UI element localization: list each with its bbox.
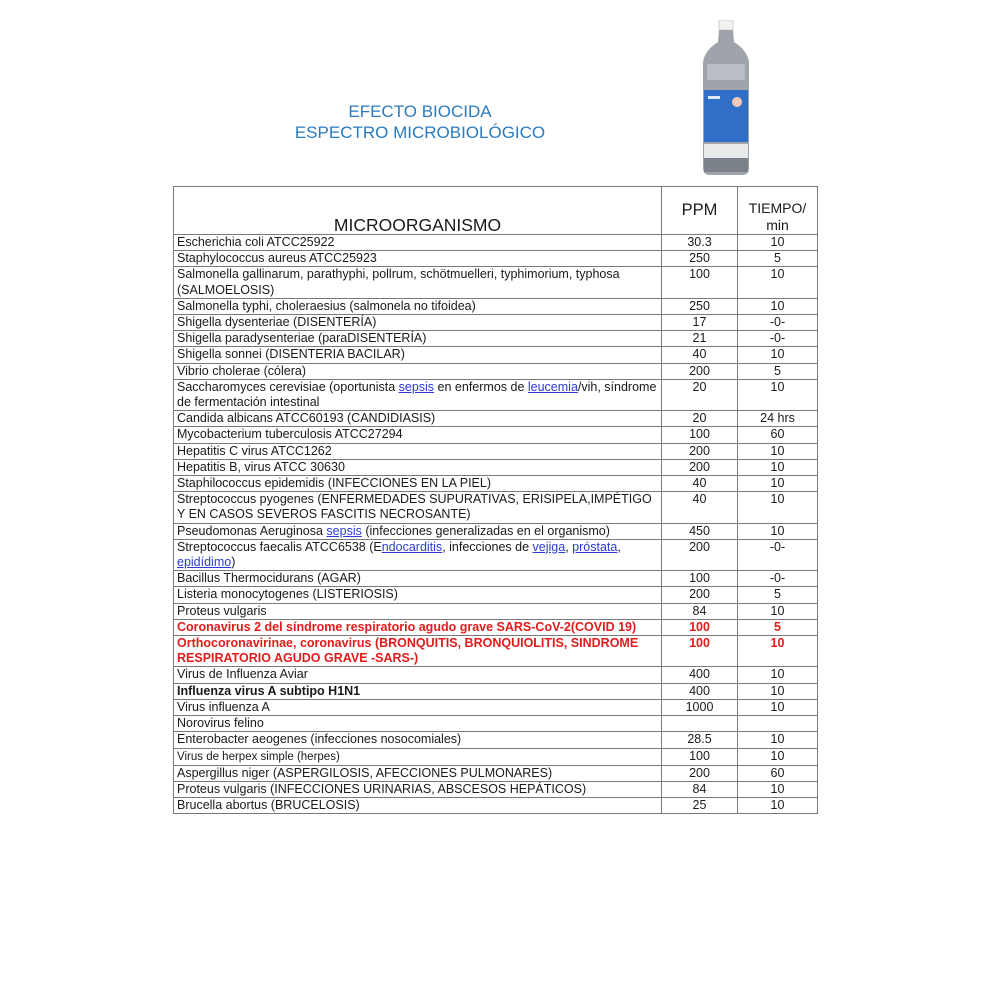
cell-microorganism	[174, 235, 662, 251]
cell-ppm: 25	[662, 798, 738, 814]
cell-microorganism	[174, 748, 662, 765]
cell-text: Proteus vulgaris	[177, 603, 267, 618]
table-row	[174, 667, 818, 683]
cell-time: 10	[738, 798, 818, 814]
cell-text: Influenza virus A subtipo H1N1	[177, 683, 361, 698]
cell-ppm: 250	[662, 251, 738, 267]
cell-ppm: 200	[662, 539, 738, 570]
table-header-row	[174, 187, 818, 235]
table-row	[174, 539, 818, 570]
table-row	[174, 716, 818, 732]
cell-ppm	[662, 716, 738, 732]
cell-ppm: 100	[662, 571, 738, 587]
cell-ppm: 21	[662, 331, 738, 347]
cell-ppm: 200	[662, 443, 738, 459]
cell-microorganism	[174, 571, 662, 587]
cell-text: Escherichia coli ATCC25922	[177, 235, 335, 249]
table-row	[174, 683, 818, 699]
header-time-line1: TIEMPO/	[748, 200, 807, 216]
cell-text: Mycobacterium tuberculosis ATCC27294	[177, 427, 403, 442]
cell-microorganism	[174, 699, 662, 715]
table-body	[174, 235, 818, 814]
cell-text: Aspergillus niger (ASPERGILOSIS, AFECCIONES PULMONARES)	[177, 765, 553, 780]
cell-text: Streptococcus pyogenes (ENFERMEDADES SUPURATIVAS, ERISIPELA,IMPÉTIGO Y EN CASOS SEVEROS FASCITIS NECROSANTE)	[177, 492, 652, 522]
cell-ppm: 200	[662, 765, 738, 781]
cell-microorganism	[174, 683, 662, 699]
cell-microorganism	[174, 539, 662, 570]
reference-link[interactable]: ndocarditis	[381, 539, 443, 554]
cell-text: Candida albicans ATCC60193 (CANDIDIASIS)	[177, 411, 436, 426]
cell-text: )	[231, 555, 236, 570]
cell-text: Coronavirus 2 del síndrome respiratorio agudo grave SARS-CoV-2(COVID 19)	[177, 619, 637, 634]
cell-time: -0-	[738, 571, 818, 587]
reference-link[interactable]: próstata	[572, 539, 618, 554]
table-row	[174, 267, 818, 298]
cell-ppm: 200	[662, 363, 738, 379]
cell-text: ,	[617, 539, 621, 554]
cell-time: 10	[738, 492, 818, 523]
table-row	[174, 699, 818, 715]
cell-time: 24 hrs	[738, 411, 818, 427]
biocide-spectrum-table	[173, 186, 818, 814]
reference-link[interactable]: vejiga	[532, 539, 566, 554]
reference-link[interactable]: epidídimo	[177, 555, 232, 570]
cell-time: 5	[738, 251, 818, 267]
cell-ppm: 100	[662, 267, 738, 298]
table-row	[174, 798, 818, 814]
cell-microorganism	[174, 781, 662, 797]
table-row	[174, 636, 818, 667]
cell-microorganism	[174, 347, 662, 363]
cell-microorganism	[174, 315, 662, 331]
table-row	[174, 298, 818, 314]
cell-ppm: 20	[662, 411, 738, 427]
cell-text: Salmonella gallinarum, parathyphi, pollrum, schötmuelleri, typhimorium, typhosa (SALMOELOSIS)	[177, 267, 620, 297]
header-time	[738, 187, 818, 235]
cell-microorganism	[174, 619, 662, 635]
document-title-line2: ESPECTRO MICROBIOLÓGICO	[294, 123, 546, 142]
table-row	[174, 748, 818, 765]
cell-time: 10	[738, 748, 818, 765]
cell-ppm: 450	[662, 523, 738, 539]
cell-text: Bacillus Thermociduran‌s (AGAR)	[177, 571, 361, 586]
cell-time: 10	[738, 459, 818, 475]
table-row	[174, 443, 818, 459]
cell-text: Listeria monocytogenes (LISTERIOSIS)	[177, 587, 398, 602]
cell-ppm: 84	[662, 781, 738, 797]
reference-link[interactable]: sepsis	[398, 379, 435, 394]
table-row	[174, 603, 818, 619]
cell-text: Shigella paradysenteriae (paraDISENTERÍA)	[177, 331, 427, 346]
cell-text: /vih, síndrome de fermentación intestinal	[177, 379, 657, 410]
cell-text: , infecciones de	[442, 539, 533, 554]
cell-time: 5	[738, 363, 818, 379]
cell-microorganism	[174, 427, 662, 443]
cell-microorganism	[174, 716, 662, 732]
cell-ppm: 20	[662, 379, 738, 410]
cell-ppm: 1000	[662, 699, 738, 715]
cell-microorganism	[174, 523, 662, 539]
cell-time: 10	[738, 443, 818, 459]
cell-microorganism	[174, 459, 662, 475]
cell-microorganism	[174, 363, 662, 379]
cell-text: Hepatitis B, virus ATCC 30630	[177, 459, 345, 474]
cell-text: Shigella dysenteriae (DISENTERÍA)	[177, 315, 377, 330]
table-row	[174, 347, 818, 363]
cell-text: Virus de Influenza Aviar	[177, 667, 308, 682]
product-bottle-image	[697, 20, 755, 176]
table-row	[174, 571, 818, 587]
cell-microorganism	[174, 636, 662, 667]
cell-ppm: 400	[662, 683, 738, 699]
cell-time: 10	[738, 267, 818, 298]
table-row	[174, 331, 818, 347]
table-row	[174, 765, 818, 781]
cell-time: -0-	[738, 539, 818, 570]
cell-time: 10	[738, 732, 818, 748]
table-row	[174, 523, 818, 539]
cell-text: Proteus vulgaris (INFECCIONES URINARIAS, ABSCESOS HEPÁTICOS)	[177, 781, 587, 796]
cell-ppm: 100	[662, 748, 738, 765]
cell-time: 10	[738, 667, 818, 683]
cell-time: 10	[738, 347, 818, 363]
cell-text: Salmonella typhi, choleraesius (salmonela no tifoidea)	[177, 298, 476, 313]
cell-microorganism	[174, 765, 662, 781]
table-row	[174, 587, 818, 603]
cell-text: Hepatitis C virus ATCC1262	[177, 443, 332, 458]
cell-time: 10	[738, 476, 818, 492]
cell-time: -0-	[738, 315, 818, 331]
table-row	[174, 476, 818, 492]
cell-text: Saccharomyces cerevisiae (oportunista	[177, 379, 399, 394]
cell-text: Staphylococcus aureus ATCC25923	[177, 251, 377, 266]
cell-microorganism	[174, 298, 662, 314]
cell-microorganism	[174, 411, 662, 427]
table-row	[174, 251, 818, 267]
cell-microorganism	[174, 492, 662, 523]
table-row	[174, 411, 818, 427]
cell-time: 5	[738, 619, 818, 635]
cell-ppm: 100	[662, 636, 738, 667]
cell-time: -0-	[738, 331, 818, 347]
cell-text: Norovirus felino	[177, 716, 264, 731]
cell-microorganism	[174, 732, 662, 748]
cell-ppm: 100	[662, 619, 738, 635]
table-row	[174, 379, 818, 410]
cell-text: Brucella abortus (BRUCELOSIS)	[177, 798, 360, 813]
document-title-line1: EFECTO BIOCIDA	[348, 102, 492, 121]
cell-microorganism	[174, 251, 662, 267]
table-row	[174, 459, 818, 475]
cell-text: Staphilococcus epidemidis (INFECCIONES EN LA PIEL)	[177, 476, 492, 491]
cell-microorganism	[174, 667, 662, 683]
cell-ppm: 40	[662, 347, 738, 363]
cell-text: Pseudomonas Aeruginosa	[177, 523, 327, 538]
cell-ppm: 200	[662, 459, 738, 475]
cell-time: 10	[738, 781, 818, 797]
cell-text: Virus de herpex simple (herpes)	[177, 750, 340, 763]
cell-ppm: 40	[662, 492, 738, 523]
cell-time: 10	[738, 235, 818, 251]
cell-text: Virus influenza A	[177, 699, 270, 714]
cell-microorganism	[174, 331, 662, 347]
cell-time: 10	[738, 379, 818, 410]
table-row	[174, 427, 818, 443]
reference-link[interactable]: leucemia	[527, 379, 578, 394]
cell-microorganism	[174, 603, 662, 619]
cell-ppm: 28.5	[662, 732, 738, 748]
cell-ppm: 40	[662, 476, 738, 492]
cell-time: 10	[738, 683, 818, 699]
header-time-line2: min	[766, 217, 789, 233]
cell-microorganism	[174, 443, 662, 459]
cell-time: 60	[738, 765, 818, 781]
reference-link[interactable]: sepsis	[326, 523, 362, 538]
header-microorganism: MICROORGANISMO	[174, 187, 662, 235]
cell-text: Streptococcus faecalis ATCC6538 (E	[177, 539, 382, 554]
cell-microorganism	[174, 476, 662, 492]
cell-ppm: 84	[662, 603, 738, 619]
cell-text: Orthocoronavirinae, coronavirus (BRONQUITIS, BRONQUIOLITIS, SINDROME RESPIRATORIO AGUDO GRAVE -SARS-)	[177, 636, 639, 666]
cell-ppm: 400	[662, 667, 738, 683]
table-row	[174, 315, 818, 331]
cell-time: 60	[738, 427, 818, 443]
cell-time: 10	[738, 636, 818, 667]
cell-ppm: 30.3	[662, 235, 738, 251]
cell-text: Shigella sonnei (DISENTERIA BACILAR)	[177, 347, 405, 362]
cell-ppm: 200	[662, 587, 738, 603]
cell-text: en enfermos de	[434, 379, 528, 394]
cell-microorganism	[174, 798, 662, 814]
table-row	[174, 781, 818, 797]
cell-text: Enterobacter aeogenes (infecciones nosocomiales)	[177, 732, 462, 747]
cell-time: 10	[738, 298, 818, 314]
cell-ppm: 17	[662, 315, 738, 331]
cell-time: 10	[738, 699, 818, 715]
cell-text: ,	[565, 539, 573, 554]
cell-microorganism	[174, 267, 662, 298]
table-row	[174, 732, 818, 748]
table-row	[174, 492, 818, 523]
cell-time: 10	[738, 523, 818, 539]
table-row	[174, 363, 818, 379]
cell-time: 5	[738, 587, 818, 603]
header-ppm: PPM	[662, 187, 738, 235]
cell-ppm: 250	[662, 298, 738, 314]
cell-text: (infecciones generalizadas en el organismo)	[361, 523, 610, 538]
cell-text: Vibrio cholerae (cólera)	[177, 363, 306, 378]
cell-microorganism	[174, 379, 662, 410]
cell-time: 10	[738, 603, 818, 619]
table-row	[174, 619, 818, 635]
table-row	[174, 235, 818, 251]
cell-time	[738, 716, 818, 732]
cell-ppm: 100	[662, 427, 738, 443]
cell-microorganism	[174, 587, 662, 603]
